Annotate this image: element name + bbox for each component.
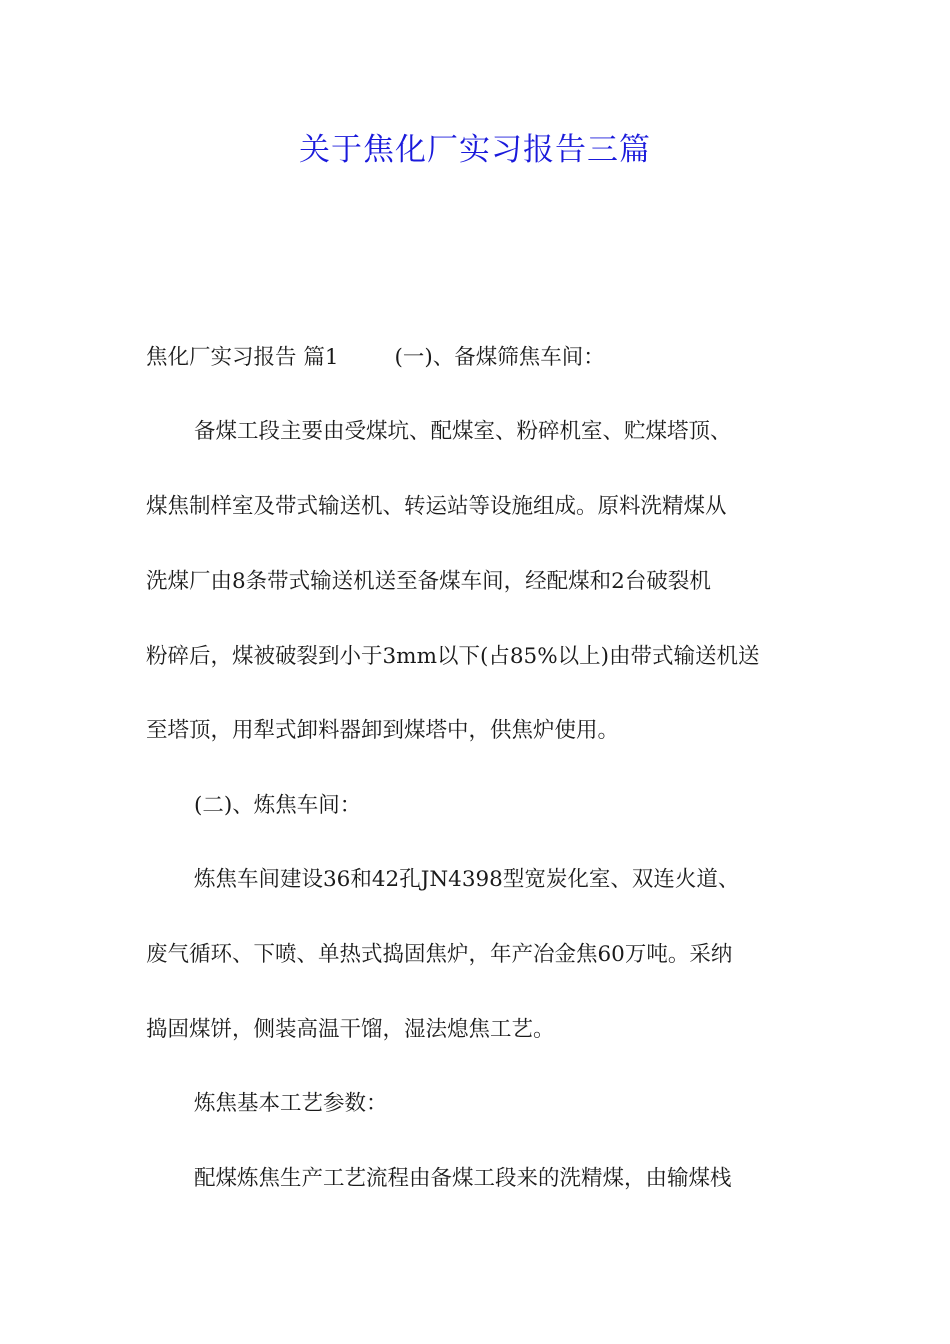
paragraph-1-line-3: 洗煤厂由8条带式输送机送至备煤车间，经配煤和2台破裂机 — [146, 569, 711, 594]
paragraph-1-line-5: 至塔顶，用犁式卸料器卸到煤塔中，供焦炉使用。 — [146, 718, 620, 743]
document-title: 关于焦化厂实习报告三篇 — [299, 132, 651, 168]
paragraph-1-line-2: 煤焦制样室及带式输送机、转运站等设施组成。原料洗精煤从 — [146, 494, 727, 519]
subsection-3-heading: 炼焦基本工艺参数： — [194, 1091, 388, 1116]
subsection-2-heading: (二)、炼焦车间： — [194, 793, 362, 818]
paragraph-1-line-4: 粉碎后，煤被破裂到小于3mm以下(占85%以上)由带式输送机送 — [146, 644, 760, 669]
paragraph-1-line-1: 备煤工段主要由受煤坑、配煤室、粉碎机室、贮煤塔顶、 — [194, 419, 732, 444]
paragraph-2-line-1: 炼焦车间建设36和42孔JN4398型宽炭化室、双连火道、 — [194, 867, 740, 892]
section-heading-line — [146, 342, 816, 374]
paragraph-2-line-2: 废气循环、下喷、单热式捣固焦炉，年产冶金焦60万吨。采纳 — [146, 942, 733, 967]
paragraph-2-line-3: 捣固煤饼，侧装高温干馏，湿法熄焦工艺。 — [146, 1017, 555, 1042]
section-heading: 焦化厂实习报告 篇1 — [146, 345, 339, 370]
paragraph-3-line-1: 配煤炼焦生产工艺流程由备煤工段来的洗精煤，由输煤栈 — [194, 1166, 732, 1191]
subsection-1-heading: (一)、备煤筛焦车间： — [394, 345, 605, 370]
